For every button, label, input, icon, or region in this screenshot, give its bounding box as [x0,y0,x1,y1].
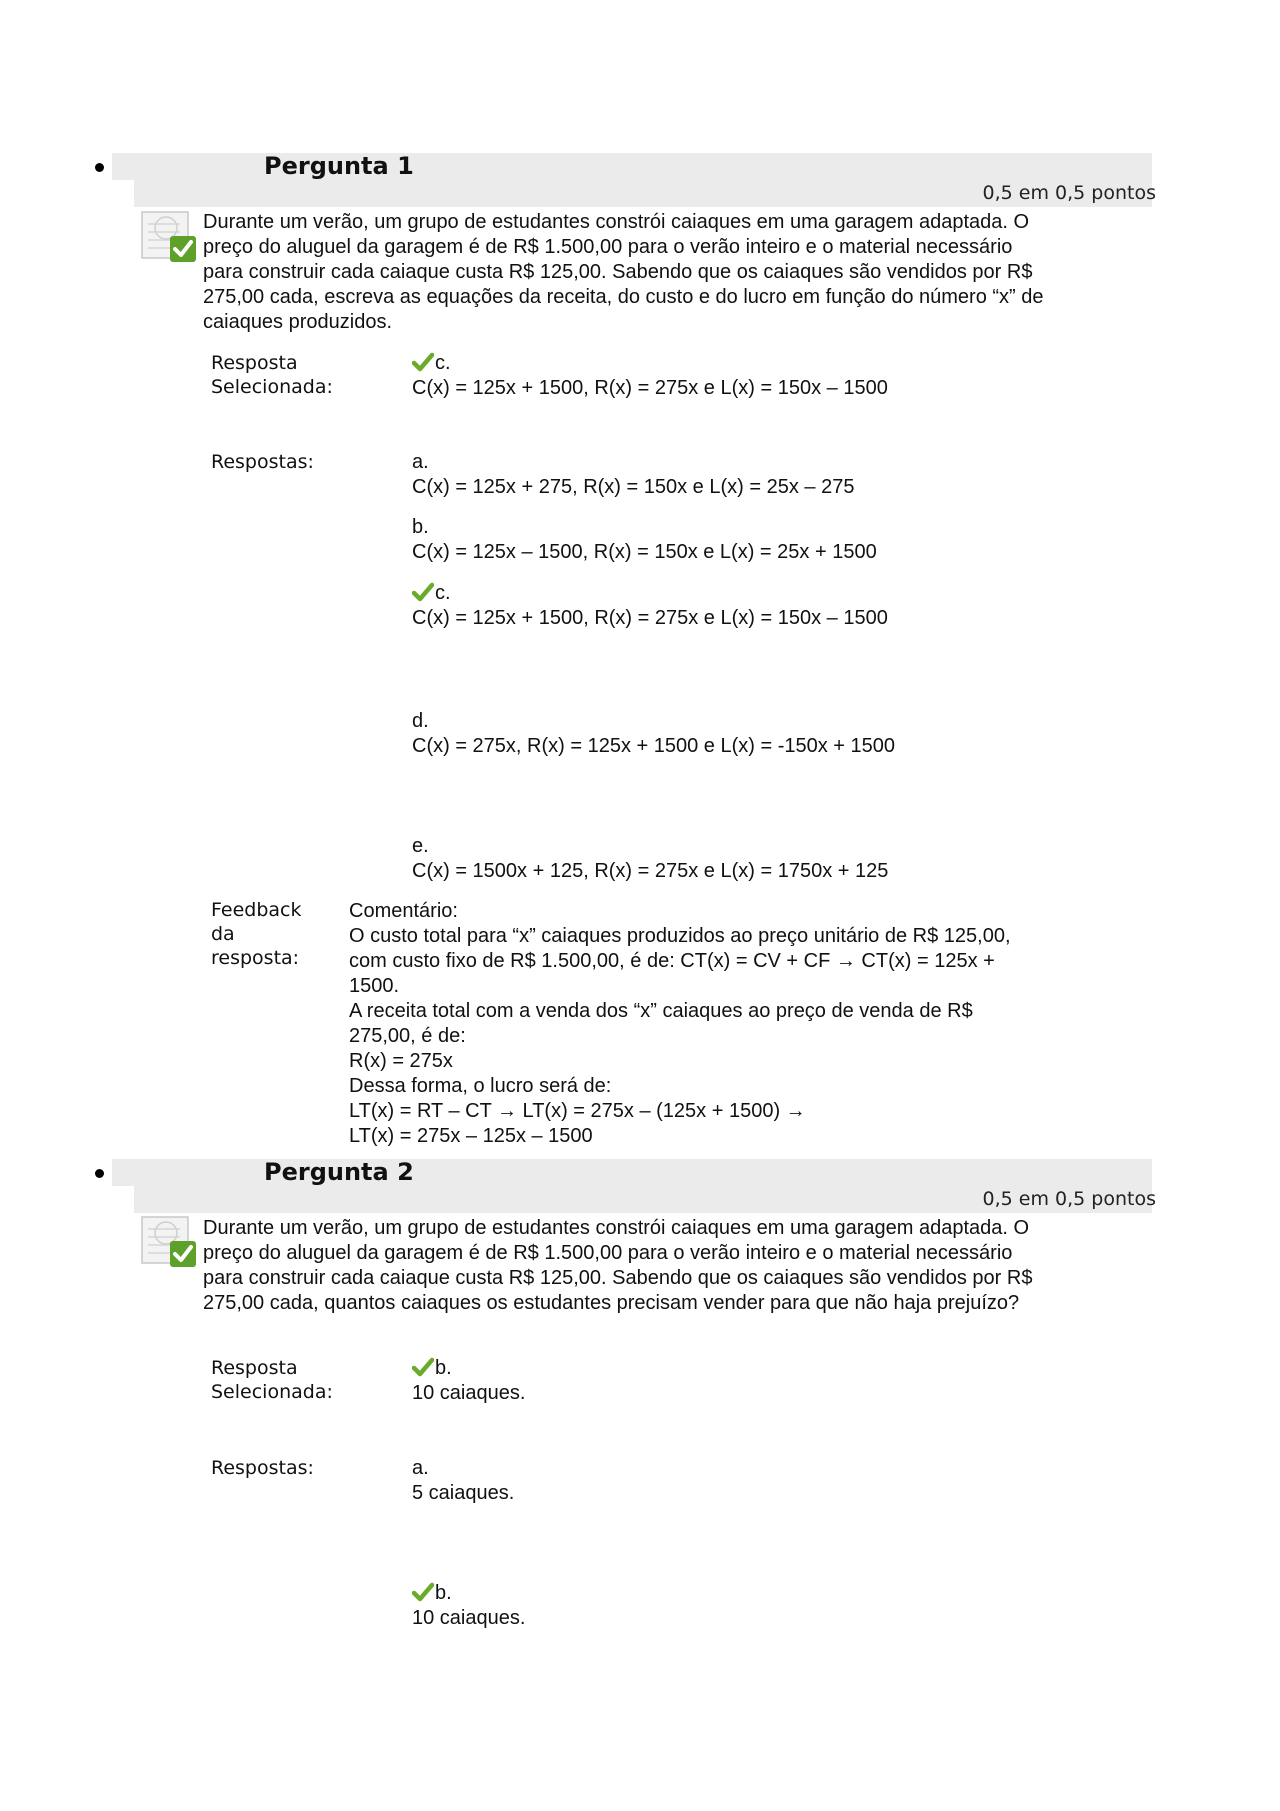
answer-letter: a. [412,1457,429,1479]
answer-text: C(x) = 125x – 1500, R(x) = 150x e L(x) = 25x + 1500 [412,541,877,563]
bullet [95,1169,104,1178]
answer-text: C(x) = 125x + 1500, R(x) = 275x e L(x) = 150x – 1500 [412,607,888,629]
question-title: Pergunta 2 [264,1158,414,1186]
bullet [95,163,104,172]
answer-option-a [412,1456,1112,1506]
answer-option-b [412,515,1112,565]
answer-option-b [412,1581,1112,1631]
question-points: 0,5 em 0,5 pontos [982,1188,1156,1210]
feedback-line: R(x) = 275x [349,1050,453,1072]
question-status-icon [140,1213,198,1269]
feedback-line: LT(x) = RT – CT → LT(x) = 275x – (125x + 1500) → LT(x) = 275x – 125x – 1500 [349,1100,806,1147]
feedback-line: O custo total para “x” caiaques produzidos ao preço unitário de R$ 125,00, com custo fixo de R$ 1.500,00, é de: CT(x) = CV + CF → CT(x) = 125x + 1500. [349,925,1011,997]
answers-label: Respostas: [211,451,314,473]
selected-answer [412,1356,1112,1406]
correct-check-icon [412,1582,434,1602]
answer-text: 10 caiaques. [412,1607,526,1629]
feedback-line: A receita total com a venda dos “x” caiaques ao preço de venda de R$ 275,00, é de: [349,1000,973,1047]
answer-option-c [412,581,1112,631]
selected-answer-label: Resposta Selecionada: [211,352,333,398]
correct-check-icon [412,352,434,372]
question-status-icon [140,208,198,264]
answer-letter: d. [412,710,429,732]
correct-check-icon [412,1357,434,1377]
answer-letter: c. [435,582,451,604]
answer-letter: b. [435,1357,452,1379]
selected-answer-label: Resposta Selecionada: [211,1357,333,1403]
answer-letter: b. [412,516,429,538]
feedback-label: Feedback da resposta: [211,899,302,969]
answer-option-d [412,709,1112,759]
answer-text: C(x) = 125x + 275, R(x) = 150x e L(x) = 25x – 275 [412,476,855,498]
answer-letter: c. [435,352,451,374]
answer-text: C(x) = 125x + 1500, R(x) = 275x e L(x) = 150x – 1500 [412,377,888,399]
feedback-line: Dessa forma, o lucro será de: [349,1075,612,1097]
selected-answer [412,351,1112,401]
correct-check-icon [412,582,434,602]
feedback-line: Comentário: [349,900,458,922]
answer-text: C(x) = 1500x + 125, R(x) = 275x e L(x) = 1750x + 125 [412,860,889,882]
answer-letter: b. [435,1582,452,1604]
answer-option-a [412,450,1112,500]
answer-letter: a. [412,451,429,473]
feedback-text [349,899,1039,1149]
answer-text: C(x) = 275x, R(x) = 125x + 1500 e L(x) = -150x + 1500 [412,735,896,757]
question-title: Pergunta 1 [264,152,414,180]
question-text: Durante um verão, um grupo de estudantes constrói caiaques em uma garagem adaptada. O preço do aluguel da garagem é de R$ 1.500,00 para o verão inteiro e o material necessário para construir cada caiaque custa R$ 125,00. Sabendo que os caiaques são vendidos por R$ 275,00 cada, escreva as equações da receita, do custo e do lucro em função do número “x” de caiaques produzidos. [203,211,1044,333]
answer-letter: e. [412,835,429,857]
answer-text: 10 caiaques. [412,1382,526,1404]
answers-label: Respostas: [211,1457,314,1479]
question-text: Durante um verão, um grupo de estudantes constrói caiaques em uma garagem adaptada. O preço do aluguel da garagem é de R$ 1.500,00 para o verão inteiro e o material necessário para construir cada caiaque custa R$ 125,00. Sabendo que os caiaques são vendidos por R$ 275,00 cada, quantos caiaques os estudantes precisam vender para que não haja prejuízo? [203,1217,1033,1314]
answer-option-e [412,834,1112,884]
question-points: 0,5 em 0,5 pontos [982,182,1156,204]
answer-text: 5 caiaques. [412,1482,515,1504]
